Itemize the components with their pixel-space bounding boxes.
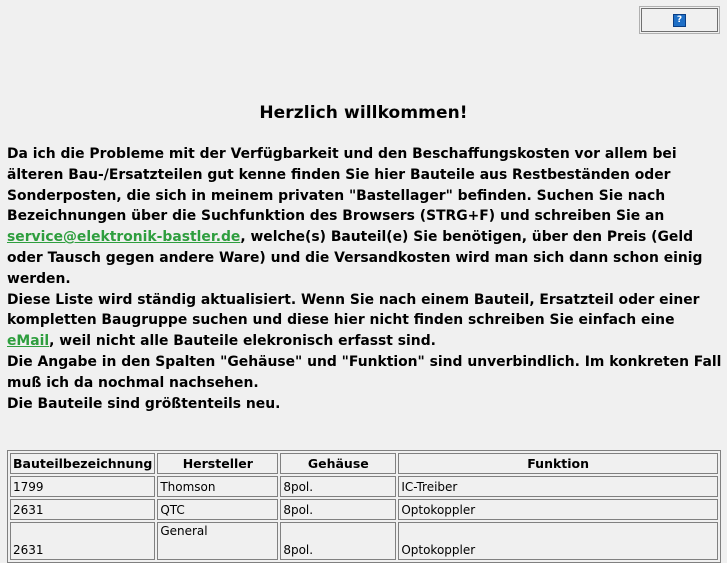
intro-paragraph-3: Die Angabe in den Spalten "Gehäuse" und "Funktion" sind unverbindlich. Im konkreten Fall muß ich da nochmal nachsehen.: [7, 353, 722, 391]
intro-paragraph-4: Die Bauteile sind größtenteils neu.: [7, 395, 281, 412]
table-row: [10, 476, 718, 497]
cell-hersteller: Thomson: [157, 476, 278, 497]
cell-funktion: Optokoppler: [398, 522, 718, 560]
cell-gehaeuse: 8pol.: [280, 499, 396, 520]
parts-table: [7, 450, 721, 563]
help-question-icon[interactable]: ?: [673, 14, 686, 27]
email-link[interactable]: eMail: [7, 333, 50, 350]
cell-hersteller: QTC: [157, 499, 278, 520]
cell-bauteilbezeichnung: 1799: [10, 476, 155, 497]
column-header-hersteller: Hersteller: [157, 453, 278, 474]
cell-funktion: IC-Treiber: [398, 476, 718, 497]
intro-text-2a: Diese Liste wird ständig aktualisiert. Wenn Sie nach einem Bauteil, Ersatzteil oder einer kompletten Baugruppe suchen und diese hier nicht finden schreiben Sie einfach eine: [7, 291, 700, 329]
intro-text-1a: Da ich die Probleme mit der Verfügbarkeit und den Beschaffungskosten vor allem bei älteren Bau-/Ersatzteilen gut kenne finden Sie hier Bauteile aus Restbeständen oder Sonderposten, die sich in meinem privaten "Bastellager" befinden. Suchen Sie nach Bezeichnungen über die Suchfunktion des Browsers (STRG+F) und schreiben Sie an: [7, 146, 677, 225]
cell-funktion: Optokoppler: [398, 499, 718, 520]
table-header-row: [10, 453, 718, 474]
column-header-gehaeuse: Gehäuse: [280, 453, 396, 474]
intro-paragraph-1: [7, 144, 723, 290]
cell-gehaeuse: 8pol.: [280, 476, 396, 497]
cell-bauteilbezeichnung: 2631: [10, 499, 155, 520]
intro-text-2b: , weil nicht alle Bauteile elekronisch erfasst sind.: [49, 333, 436, 350]
column-header-funktion: Funktion: [398, 453, 718, 474]
intro-text: [7, 144, 723, 414]
intro-paragraph-2: [7, 290, 723, 352]
table-row: [10, 522, 718, 560]
cell-hersteller: General: [157, 522, 278, 560]
column-header-bauteilbezeichnung: Bauteilbezeichnung: [10, 453, 155, 474]
table-row: [10, 499, 718, 520]
help-button[interactable]: [641, 8, 718, 32]
page-title: Herzlich willkommen!: [259, 103, 468, 123]
service-email-link[interactable]: service@elektronik-bastler.de: [7, 229, 241, 246]
cell-gehaeuse: 8pol.: [280, 522, 396, 560]
intro-text-1b: , welche(s) Bauteil(e) Sie benötigen, über den Preis (Geld oder Tausch gegen andere Ware) und die Versandkosten wird man sich dann schon einig werden.: [7, 229, 703, 287]
cell-bauteilbezeichnung: 2631: [10, 522, 155, 560]
